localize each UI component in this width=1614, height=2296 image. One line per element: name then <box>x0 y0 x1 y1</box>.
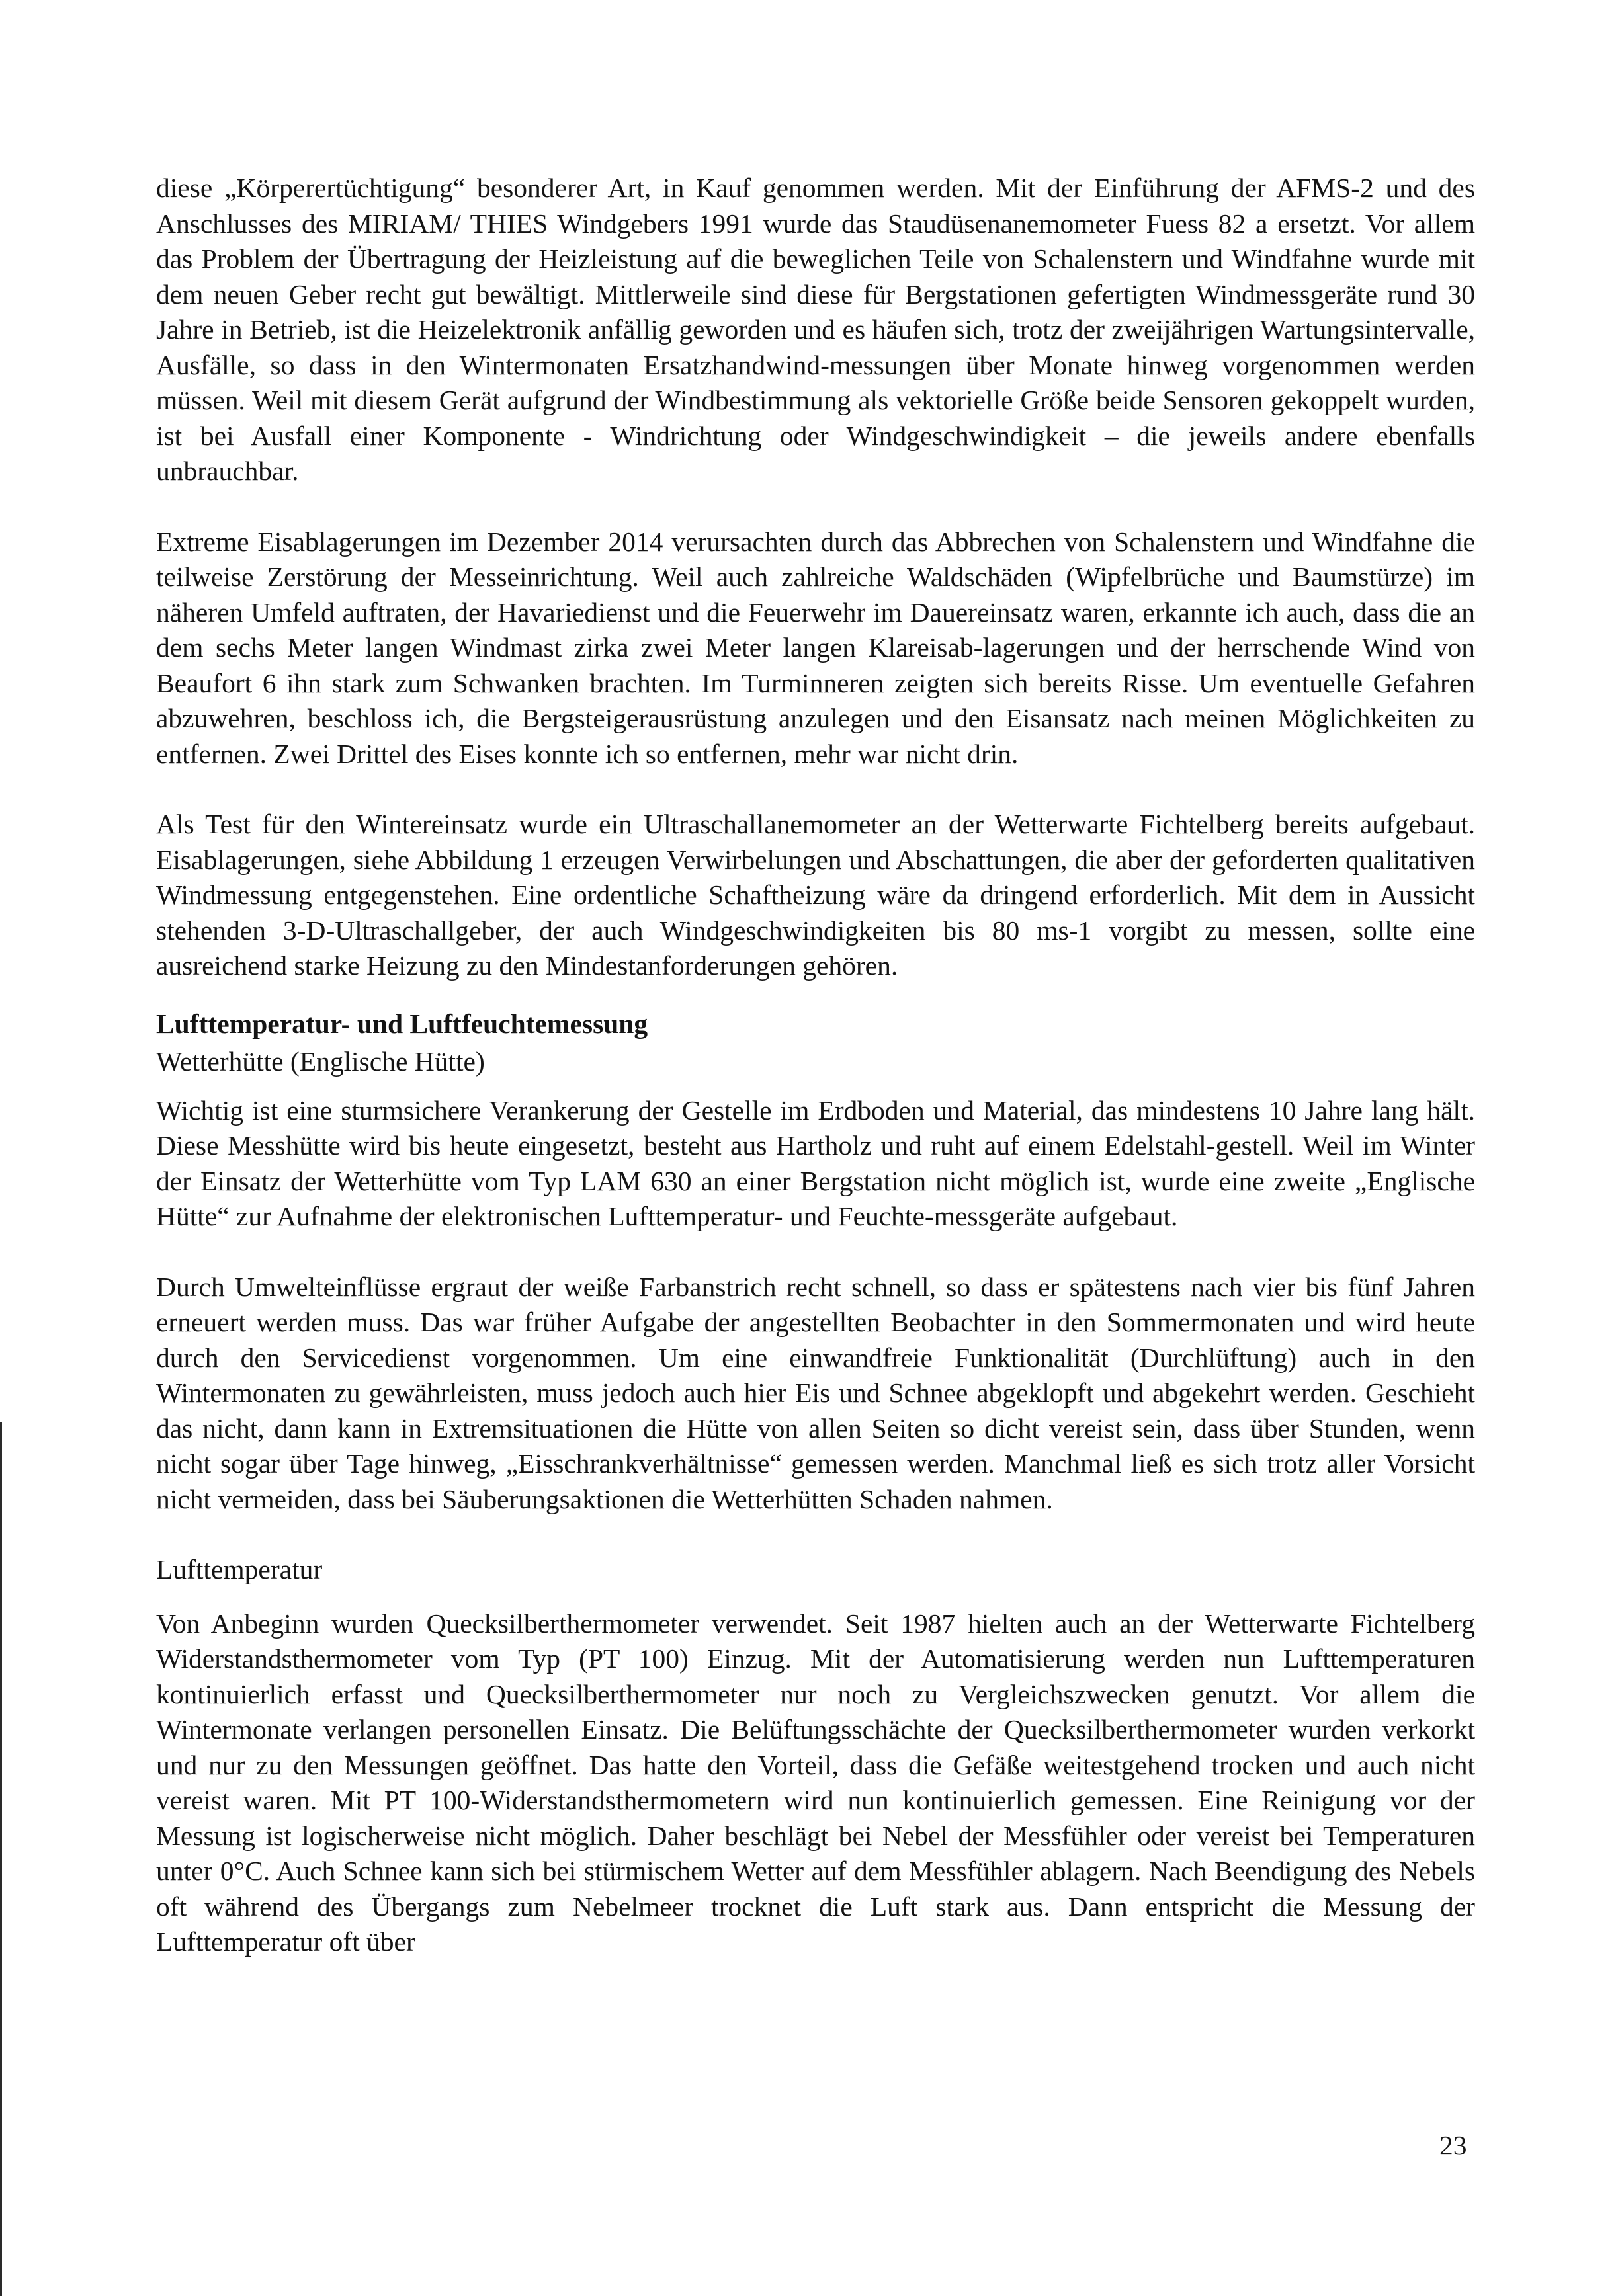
paragraph-ultrasonic-test: Als Test für den Wintereinsatz wurde ein Ultraschallanemometer an der Wetterwarte Fichtelberg bereits aufgebaut. Eisablagerungen, siehe Abbildung 1 erzeugen Verwirbelungen und Abschattungen, die aber der geforderten qualitativen Windmessung entgegenstehen. Eine ordentliche Schaftheizung wäre da dringend erforderlich. Mit dem in Aussicht stehenden 3-D-Ultraschallgeber, der auch Windgeschwindigkeiten bis 80 ms-1 vorgibt zu messen, sollte eine ausreichend starke Heizung zu den Mindestanforderungen gehören. <box>156 809 1475 981</box>
subheading-gap <box>156 1080 1475 1093</box>
paragraph-ice-2014: Extreme Eisablagerungen im Dezember 2014 verursachten durch das Abbrechen von Schalenstern und Windfahne die teilweise Zerstörung der Messeinrichtung. Weil auch zahlreiche Waldschäden (Wipfelbrüche und Baumstürze) im näheren Umfeld auftraten, der Havariedienst und die Feuerwehr im Dauereinsatz waren, erkannte ich auch, dass die an dem sechs Meter langen Windmast zirka zwei Meter langen Klareisab-lagerungen und der herrschende Wind von Beaufort 6 ihn stark zum Schwanken brachten. Im Turminneren zeigten sich bereits Risse. Um eventuelle Gefahren abzuwehren, beschloss ich, die Bergsteigerausrüstung anzulegen und den Eisansatz nach meinen Möglichkeiten zu entfernen. Zwei Drittel des Eises konnte ich so entfernen, mehr war nicht drin. <box>156 526 1475 769</box>
section-heading: Lufttemperatur- und Luftfeuchtemessung <box>156 1008 648 1039</box>
subheading-wetterhuette: Wetterhütte (Englische Hütte) <box>156 1046 485 1077</box>
paragraph-gap <box>156 772 1475 807</box>
paragraph-paint-maintenance: Durch Umwelteinflüsse ergraut der weiße Farbanstrich recht schnell, so dass er spätestens nach vier bis fünf Jahren erneuert werden muss. Das war früher Aufgabe der angestellten Beobachter in den Sommermonaten und wird heute durch den Servicedienst vorgenommen. Um eine einwandfreie Funktionalität (Durchlüftung) auch in den Wintermonaten zu gewährleisten, muss jedoch auch hier Eis und Schnee abgeklopft und abgekehrt werden. Geschieht das nicht, dann kann in Extremsituationen die Hütte von allen Seiten so dicht vereist sein, dass über Stunden, wenn nicht sogar über Tage hinweg, „Eisschrankverhältnisse“ gemessen werden. Manchmal ließ es sich trotz aller Vorsicht nicht vermeiden, dass bei Säuberungsaktionen die Wetterhütten Schaden nahmen. <box>156 1271 1475 1514</box>
paragraph-anchoring: Wichtig ist eine sturmsichere Verankerung der Gestelle im Erdboden und Material, das mindestens 10 Jahre lang hält. Diese Messhütte wird bis heute eingesetzt, besteht aus Hartholz und ruht auf einem Edelstahl-gestell. Weil im Winter der Einsatz der Wetterhütte vom Typ LAM 630 an einer Bergstation nicht möglich ist, wurde eine zweite „Englische Hütte“ zur Aufnahme der elektronischen Lufttemperatur- und Feuchte-messgeräte aufgebaut. <box>156 1094 1475 1231</box>
subheading-lufttemperatur: Lufttemperatur <box>156 1554 323 1584</box>
scan-edge-line <box>0 1422 2 2296</box>
paragraph-thermometers: Von Anbeginn wurden Quecksilberthermometer verwendet. Seit 1987 hielten auch an der Wetterwarte Fichtelberg Widerstandsthermometer vom Typ (PT 100) Einzug. Mit der Automatisierung werden nun Lufttemperaturen kontinuierlich erfasst und Quecksilberthermometer nur noch zu Vergleichszwecken genutzt. Vor allem die Wintermonate verlangen personellen Einsatz. Die Belüftungsschächte der Quecksilberthermometer wurden verkorkt und nur zu den Messungen geöffnet. Das hatte den Vorteil, dass die Gefäße weitestgehend trocken und auch nicht vereist waren. Mit PT 100-Widerstandsthermometern wird nun kontinuierlich gemessen. Eine Reinigung vor der Messung ist logischerweise nicht möglich. Daher beschlägt bei Nebel der Messfühler oder vereist bei Temperaturen unter 0°C. Auch Schnee kann sich bei stürmischem Wetter auf dem Messfühler ablagern. Nach Beendigung des Nebels oft während des Übergangs zum Nebelmeer trocknet die Luft stark aus. Dann entspricht die Messung der Lufttemperatur oft über <box>156 1608 1475 1957</box>
paragraph-gap <box>156 1235 1475 1270</box>
paragraph-gap <box>156 489 1475 524</box>
paragraph-wind-sensor-history: diese „Körperertüchtigung“ besonderer Art, in Kauf genommen werden. Mit der Einführung der AFMS-2 und des Anschlusses des MIRIAM/ THIES Windgebers 1991 wurde das Staudüsenanemometer Fuess 82 a ersetzt. Vor allem das Problem der Übertragung der Heizleistung auf die beweglichen Teile von Schalenstern und Windfahne wurde mit dem neuen Geber recht gut bewältigt. Mittlerweile sind diese für Bergstationen gefertigten Windmessgeräte rund 30 Jahre in Betrieb, ist die Heizelektronik anfällig geworden und es häufen sich, trotz der zweijährigen Wartungsintervalle, Ausfälle, so dass in den Wintermonaten Ersatzhandwind-messungen über Monate hinweg vorgenommen werden müssen. Weil mit diesem Gerät aufgrund der Windbestimmung als vektorielle Größe beide Sensoren gekoppelt wurden, ist bei Ausfall einer Komponente - Windrichtung oder Windgeschwindigkeit – die jeweils andere ebenfalls unbrauchbar. <box>156 173 1475 486</box>
subheading-gap <box>156 1588 1475 1606</box>
page-body <box>156 171 1475 1960</box>
paragraph-gap <box>156 1517 1475 1552</box>
paragraph-gap <box>156 984 1475 1006</box>
page-number: 23 <box>1439 2130 1467 2160</box>
